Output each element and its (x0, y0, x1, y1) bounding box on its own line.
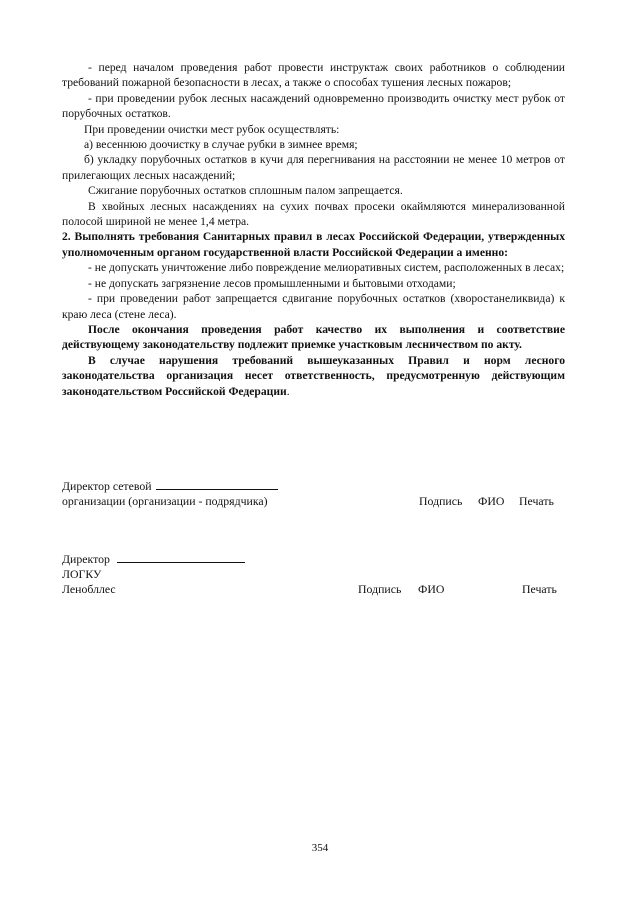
logku-fio-label: ФИО (418, 582, 445, 596)
document-body (62, 60, 565, 399)
contractor-stamp-label: Печать (519, 493, 554, 508)
logku-director-label: Директор (62, 552, 110, 566)
paragraph-fire-briefing: - перед началом проведения работ провести инструктаж своих работников о соблюдении требований пожарной безопасности в лесах, а также о способах тушения лесных пожаров; (62, 61, 565, 90)
logku-org-label: ЛОГКУ (62, 566, 102, 581)
paragraph-burning-ban: Сжигание порубочных остатков сплошным палом запрещается. (88, 184, 403, 198)
signature-block-contractor (62, 478, 565, 509)
page-number: 354 (311, 842, 329, 854)
paragraph-residue-moving: - при проведении работ запрещается сдвигание порубочных остатков (хворостанеликвида) к краю леса (стене леса). (62, 292, 565, 321)
paragraph-item-b: б) укладку порубочных остатков в кучи для перегнивания на расстоянии не менее 10 метров от прилегающих лесных насаждений; (62, 153, 565, 182)
liability-text: В случае нарушения требований вышеуказанных Правил и норм лесного законодательства организация несет ответственность, предусмотренную действующим законодательством Российской Федерации (62, 353, 565, 398)
contractor-org-label: организации (организации - подрядчика) (62, 493, 268, 508)
contractor-fio-label: ФИО (478, 493, 505, 508)
logku-signature-line (117, 551, 245, 563)
logku-org-name: Ленобллес (62, 582, 116, 596)
logku-sign-label: Подпись (358, 582, 402, 596)
paragraph-clearing-intro: При проведении очистки мест рубок осуществлять: (84, 122, 340, 136)
paragraph-mineral-strip: В хвойных лесных насаждениях на сухих почвах просеки окаймляются минерализованной полосой шириной не менее 1,4 метра. (62, 199, 565, 229)
liability-period: . (286, 384, 290, 398)
paragraph-melioration: - не допускать уничтожение либо повреждение мелиоративных систем, расположенных в лесах; (88, 261, 565, 275)
paragraph-liability (62, 353, 565, 399)
section-heading-2: 2. Выполнять требования Санитарных правил в лесах Российской Федерации, утвержденных уполномоченным органом государственной власти Российской Федерации а именно: (62, 230, 565, 259)
paragraph-item-a: а) весеннюю доочистку в случае рубки в зимнее время; (84, 138, 358, 152)
logku-stamp-label: Печать (522, 582, 557, 596)
paragraph-clearing-sites: - при проведении рубок лесных насаждений одновременно производить очистку мест рубок от порубочных остатков. (62, 91, 565, 121)
contractor-sign-label: Подпись (419, 493, 463, 508)
paragraph-pollution: - не допускать загрязнение лесов промышленными и бытовыми отходами; (88, 276, 456, 290)
contractor-director-label: Директор сетевой (62, 479, 152, 493)
signature-block-logku (62, 551, 565, 598)
paragraph-acceptance: После окончания проведения работ качество их выполнения и соответствие действующему законодательству подлежит приемке участковым лесничеством по акту. (62, 322, 565, 352)
contractor-signature-line (156, 478, 278, 490)
